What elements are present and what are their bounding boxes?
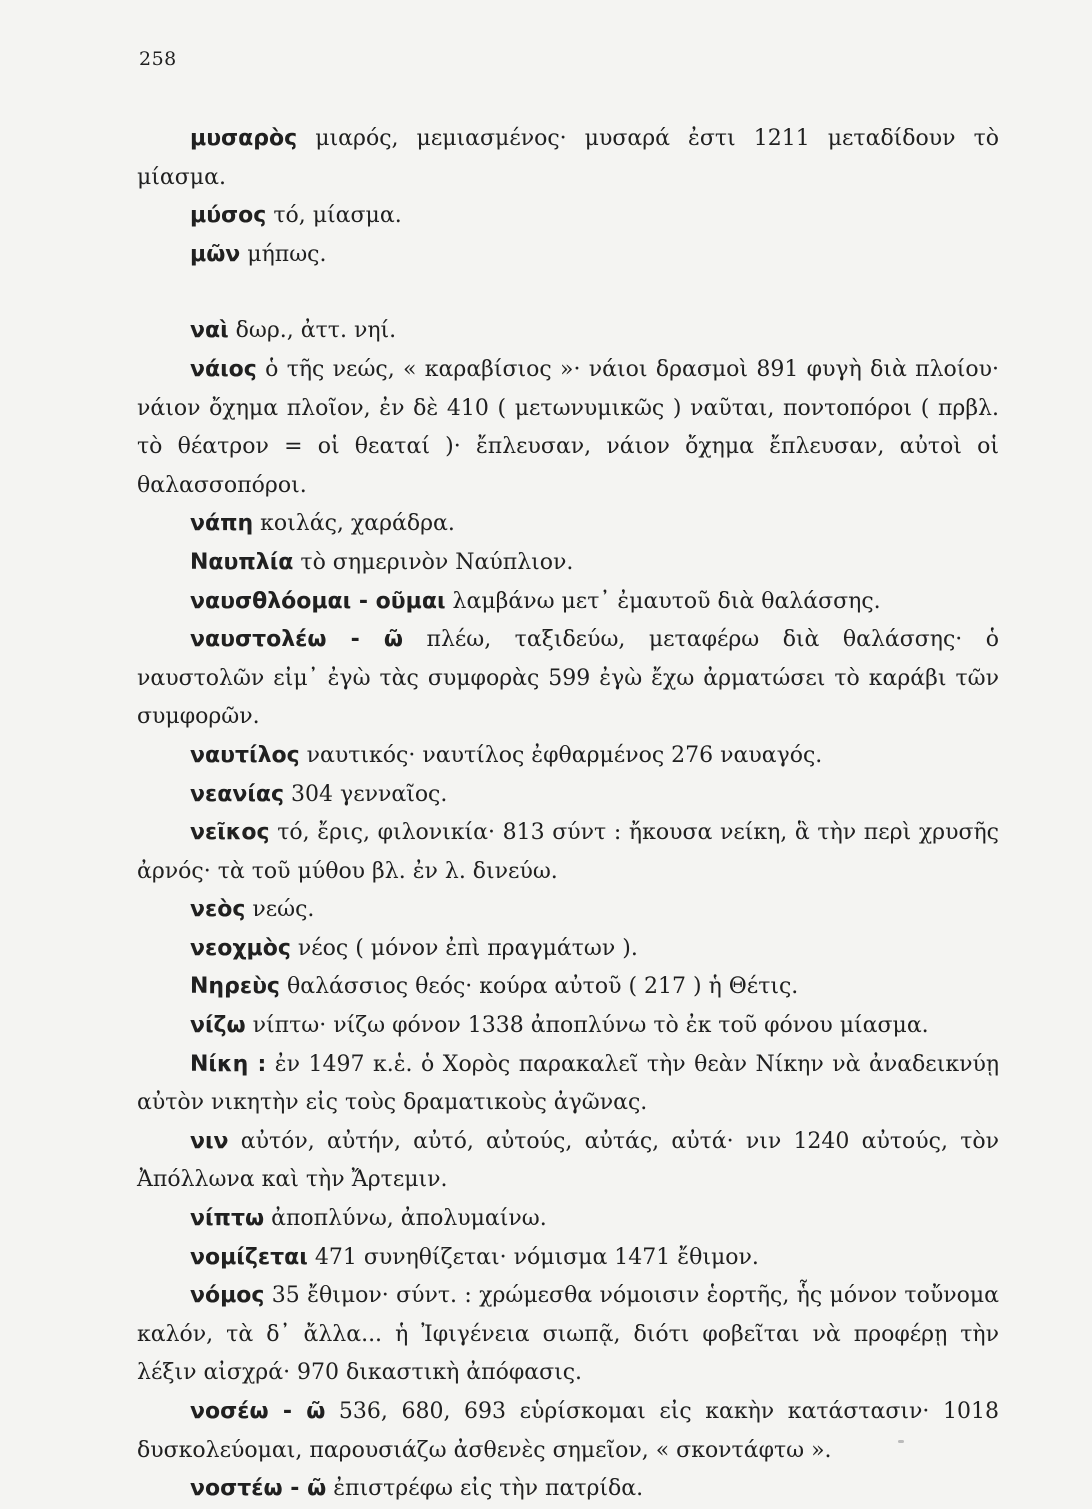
entry-lemma: νιν xyxy=(190,1128,229,1154)
entry-definition: θαλάσσιος θεός· κούρα αὐτοῦ ( 217 ) ἡ Θέτις. xyxy=(279,974,799,1000)
entry-definition: πλέω, ταξιδεύω, μεταφέρω διὰ θαλάσσης· ὁ ναυστολῶν εἰμ᾽ ἐγὼ τὰς συμφορὰς 599 ἐγὼ ἔχω ἀρματώσει τὸ καράβι τῶν συμφορῶν. xyxy=(137,627,999,730)
entry-definition: ἀποπλύνω, ἀπολυμαίνω. xyxy=(264,1206,547,1232)
entry-lemma: νοσέω - ῶ xyxy=(190,1399,326,1424)
paper-speck xyxy=(898,1440,904,1443)
entry-definition: ναυτικός· ναυτίλος ἐφθαρμένος 276 ναυαγός. xyxy=(299,742,823,768)
glossary-entry xyxy=(137,1123,999,1200)
entry-definition: 35 ἔθιμον· σύντ. : χρώμεσθα νόμοισιν ἑορτῆς, ἧς μόνον τοὔνομα καλόν, τὰ δ᾽ ἄλλα... ἡ Ἰφιγένεια σιωπᾷ, διότι φοβεῖται νὰ προφέρῃ τὴν λέξιν αἰσχρά· 970 δικαστικὴ ἀπόφασις. xyxy=(137,1283,999,1386)
entry-lemma: νάιος xyxy=(190,356,257,382)
glossary-entry xyxy=(137,968,999,1007)
entry-lemma: μυσαρὸς xyxy=(190,126,298,151)
glossary-entry xyxy=(137,351,999,505)
entry-definition: νέος ( μόνον ἐπὶ πραγμάτων ). xyxy=(290,935,638,961)
glossary-entry xyxy=(137,621,999,737)
glossary-entry xyxy=(137,544,999,583)
glossary-entry xyxy=(137,312,999,351)
entry-definition: ὁ τῆς νεώς, « καραβίσιος »· νάιοι δρασμοὶ 891 φυγὴ διὰ πλοίου· νάιον ὄχημα πλοῖον, ἐν δὲ 410 ( μετωνυμικῶς ) ναῦται, ποντοπόροι ( πρβλ. τὸ θέατρον = οἱ θεαταί )· ἔπλευσαν, νάιον ὄχημα ἔπλευσαν, αὐτοὶ οἱ θαλασσοπόροι. xyxy=(137,356,999,498)
glossary-entry xyxy=(137,776,999,815)
page-number: 258 xyxy=(139,48,177,70)
glossary-entry xyxy=(137,1200,999,1239)
entry-definition: ἐπιστρέφω εἰς τὴν πατρίδα. xyxy=(326,1476,644,1502)
glossary-entry xyxy=(137,737,999,776)
glossary-entry xyxy=(137,1393,999,1470)
entry-lemma: νοστέω - ῶ xyxy=(190,1476,327,1502)
entry-lemma: νεῖκος xyxy=(190,820,270,846)
entry-definition: μιαρός, μεμιασμένος· μυσαρά ἐστι 1211 μεταδίδουν τὸ μίασμα. xyxy=(137,126,999,190)
entry-definition: νεώς. xyxy=(245,897,315,923)
entry-lemma: νεὸς xyxy=(190,897,246,923)
entry-lemma: νομίζεται xyxy=(190,1244,308,1270)
glossary-entry xyxy=(137,1470,999,1509)
glossary-entry xyxy=(137,814,999,891)
entry-definition: 304 γενναῖος. xyxy=(284,781,448,807)
entry-lemma: μῶν xyxy=(190,241,241,267)
entry-definition: τὸ σημερινὸν Ναύπλιον. xyxy=(293,549,574,575)
entry-lemma: Νηρεὺς xyxy=(190,974,280,1000)
entry-lemma: Νίκη : xyxy=(190,1051,267,1077)
entry-lemma: Ναυπλία xyxy=(190,549,294,575)
entry-definition: νίπτω· νίζω φόνον 1338 ἀποπλύνω τὸ ἐκ τοῦ φόνου μίασμα. xyxy=(245,1013,929,1039)
glossary-entry xyxy=(137,1007,999,1046)
entry-lemma: ναυτίλος xyxy=(190,742,300,768)
entry-lemma: νίπτω xyxy=(190,1206,265,1232)
entry-lemma: νεοχμὸς xyxy=(190,935,291,961)
entry-lemma: ναυστολέω - ῶ xyxy=(190,627,404,653)
entry-lemma: μύσος xyxy=(190,203,267,229)
glossary-entry xyxy=(137,930,999,969)
entry-definition: τό, μίασμα. xyxy=(266,203,402,229)
glossary-entry xyxy=(137,583,999,622)
glossary-entry xyxy=(137,1277,999,1393)
entry-lemma: ναυσθλόομαι - οῦμαι xyxy=(190,588,446,614)
glossary-entry xyxy=(137,505,999,544)
glossary-entry xyxy=(137,1046,999,1123)
entry-lemma: νόμος xyxy=(190,1283,265,1309)
entry-definition: τό, ἔρις, φιλονικία· 813 σύντ : ἤκουσα νείκη, ἃ τὴν περὶ χρυσῆς ἀρνός· τὰ τοῦ μύθου βλ. ἐν λ. δινεύω. xyxy=(137,820,999,884)
glossary-entry xyxy=(137,197,999,236)
entry-definition: λαμβάνω μετ᾽ ἐμαυτοῦ διὰ θαλάσσης. xyxy=(445,588,881,614)
entry-definition: κοιλάς, χαράδρα. xyxy=(253,511,455,537)
glossary-entry xyxy=(137,891,999,930)
glossary-entry xyxy=(137,1239,999,1278)
entry-lemma: ναὶ xyxy=(190,318,229,344)
entry-definition: αὐτόν, αὐτήν, αὐτό, αὐτούς, αὐτάς, αὐτά· νιν 1240 αὐτούς, τὸν Ἀπόλλωνα καὶ τὴν Ἄρτεμιν. xyxy=(137,1128,999,1193)
glossary-entry xyxy=(137,236,999,275)
entry-definition: 536, 680, 693 εὑρίσκομαι εἰς κακὴν κατάστασιν· 1018 δυσκολεύομαι, παρουσιάζω ἀσθενὲς σημεῖον, « σκοντάφτω ». xyxy=(137,1399,999,1463)
entry-definition: ἐν 1497 κ.ἑ. ὁ Χορὸς παρακαλεῖ τὴν θεὰν Νίκην νὰ ἀναδεικνύῃ αὐτὸν νικητὴν εἰς τοὺς δραματικοὺς ἀγῶνας. xyxy=(137,1051,1000,1116)
entry-lemma: νίζω xyxy=(190,1013,246,1039)
entry-definition: δωρ., ἀττ. νηί. xyxy=(228,318,397,344)
entry-lemma: νάπη xyxy=(190,511,254,537)
entry-definition: μήπως. xyxy=(240,241,327,267)
glossary-entries xyxy=(137,120,999,1509)
entry-definition: 471 συνηθίζεται· νόμισμα 1471 ἔθιμον. xyxy=(307,1244,759,1270)
entry-lemma: νεανίας xyxy=(190,781,285,807)
glossary-entry xyxy=(137,120,999,197)
